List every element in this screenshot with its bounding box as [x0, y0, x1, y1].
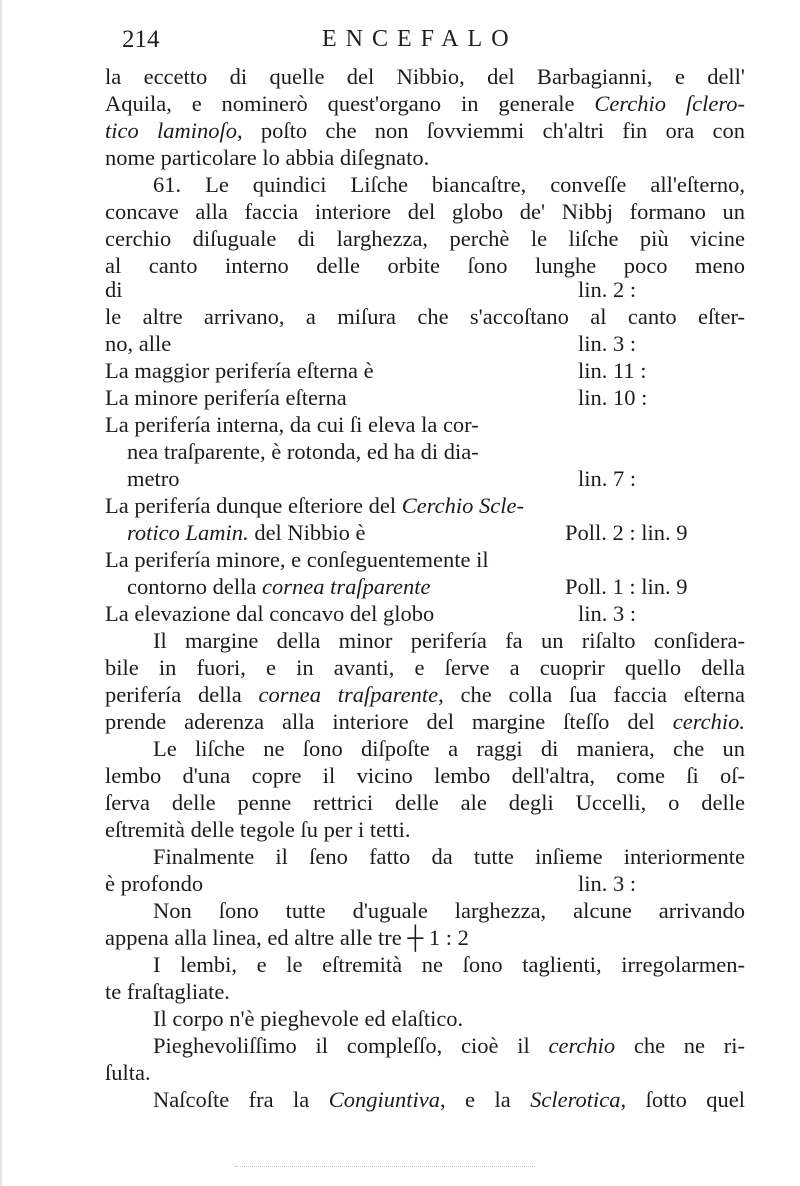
text-run: nome particolare lo abbia diſegnato.	[105, 145, 430, 170]
text-line	[105, 762, 745, 789]
text-run: Il corpo n'è pieghevole ed elaſtico.	[153, 1006, 464, 1031]
text-line	[105, 627, 745, 654]
measure-value: lin. 3 :	[578, 601, 637, 626]
text-line	[105, 1032, 745, 1059]
text-line	[105, 789, 745, 816]
text-run: di	[105, 277, 123, 302]
text-line	[105, 843, 745, 870]
measure-value: Poll. 2 : lin. 9	[565, 520, 688, 545]
text-run: Pieghevoliſſimo il compleſſo, cioè il	[153, 1033, 549, 1058]
measure-value: lin. 11 :	[578, 358, 647, 383]
text-line	[105, 252, 745, 279]
measure-line	[105, 276, 745, 303]
text-line	[105, 708, 745, 735]
measure-value: Poll. 1 : lin. 9	[565, 574, 688, 599]
text-run: ſerva delle penne rettrici delle ale degli Uccelli, o delle	[105, 790, 745, 815]
italic-term: tico laminoſo	[105, 118, 237, 143]
text-run: la eccetto di quelle del Nibbio, del Barbagianni, e dell'	[105, 64, 745, 89]
italic-term: rotico Lamin.	[127, 520, 249, 545]
text-line	[105, 303, 745, 330]
text-line	[105, 897, 745, 924]
text-run: del Nibbio è	[248, 520, 366, 545]
text-line	[105, 951, 745, 978]
text-run: Le liſche ne ſono diſpoſte a raggi di maniera, che un	[153, 736, 745, 761]
measure-line	[105, 384, 745, 411]
text-run: , ſotto quel	[620, 1087, 745, 1112]
text-line	[105, 654, 745, 681]
text-run: Naſcoſte fra la	[153, 1087, 329, 1112]
page-header	[122, 26, 762, 58]
paragraph-61-start	[105, 171, 745, 198]
text-run: che ne ri-	[615, 1033, 746, 1058]
text-run: , che colla ſua faccia eſterna	[438, 682, 745, 707]
measure-line	[105, 600, 745, 627]
text-line	[105, 198, 745, 225]
text-run: le altre arrivano, a miſura che s'accoſtano al canto eſter-	[105, 304, 745, 329]
text-line	[105, 225, 745, 252]
text-run: La minore perifería eſterna	[105, 385, 347, 410]
page-number: 214	[122, 26, 160, 53]
text-run: nea traſparente, è rotonda, ed ha di dia-	[127, 439, 479, 464]
measure-value: lin. 3 :	[578, 871, 637, 896]
text-line	[105, 546, 745, 573]
text-run: concave alla faccia interiore del globo de' Nibbj formano un	[105, 199, 745, 224]
text-run: prende aderenza alla interiore del margine ſteſſo del	[105, 709, 673, 734]
text-line	[105, 1005, 745, 1032]
text-run: lembo d'una copre il vicino lembo dell'altra, come ſi oſ-	[105, 763, 745, 788]
text-run: è profondo	[105, 871, 204, 896]
text-line	[105, 144, 745, 171]
italic-term: cornea traſparente	[258, 682, 439, 707]
measure-line	[105, 573, 745, 600]
text-line	[105, 735, 745, 762]
text-line	[105, 117, 745, 144]
measure-line	[105, 465, 745, 492]
text-run: Aquila, e nominerò quest'organo in generale	[105, 91, 595, 116]
text-run: , e la	[439, 1087, 531, 1112]
text-run: perifería della	[105, 682, 259, 707]
text-run: La perifería dunque eſteriore del	[105, 493, 402, 518]
text-run: I lembi, e le eſtremità ne ſono taglienti, irregolarmen-	[153, 952, 745, 977]
text-run: La elevazione dal concavo del globo	[105, 601, 435, 626]
text-line	[105, 411, 745, 438]
text-run: appena alla linea, ed altre alle tre ┼ 1 : 2	[105, 925, 469, 950]
text-run: Finalmente il ſeno fatto da tutte inſieme interiormente	[153, 844, 745, 869]
text-run: Il margine della minor perifería fa un riſalto conſidera-	[153, 628, 745, 653]
text-run: ſulta.	[105, 1060, 151, 1085]
text-line	[105, 816, 745, 843]
text-run: La maggior perifería eſterna è	[105, 358, 374, 383]
text-run: , poſto che non ſovviemmi ch'altri fin ora con	[236, 118, 745, 143]
italic-term: Cerchio ſclero-	[594, 91, 745, 116]
text-line	[105, 63, 745, 90]
italic-term: Sclerotica	[530, 1087, 621, 1112]
measure-line	[105, 870, 745, 897]
text-run: al canto interno delle orbite ſono lunghe poco meno	[105, 253, 745, 278]
text-line	[105, 978, 745, 1005]
measure-value: lin. 10 :	[578, 385, 648, 410]
text-run: Non ſono tutte d'uguale larghezza, alcune arrivando	[153, 898, 745, 923]
italic-term: Congiuntiva	[328, 1087, 440, 1112]
text-line	[105, 90, 745, 117]
running-title: ENCEFALO	[322, 26, 518, 52]
measure-value: lin. 7 :	[578, 466, 637, 491]
text-run: cerchio diſuguale di larghezza, perchè le liſche più vicine	[105, 226, 745, 251]
text-run: La perifería interna, da cui ſi eleva la cor-	[105, 412, 479, 437]
show-through-rule	[235, 1166, 535, 1179]
text-run: te fraſtagliate.	[105, 979, 230, 1004]
text-run: eſtremità delle tegole ſu per i tetti.	[105, 817, 411, 842]
text-run: metro	[127, 466, 180, 491]
text-line	[105, 1059, 745, 1086]
text-line	[105, 492, 745, 519]
text-line	[105, 681, 745, 708]
text-line	[105, 1086, 745, 1113]
text-run: 61. Le quindici Liſche biancaſtre, conveſſe all'eſterno,	[153, 172, 745, 197]
text-run: no, alle	[105, 331, 172, 356]
text-run: contorno della	[127, 574, 262, 599]
italic-term: cornea traſparente	[261, 574, 431, 599]
text-run: bile in fuori, e in avanti, e ſerve a cuoprir quello della	[105, 655, 745, 680]
text-line	[105, 924, 745, 951]
italic-term: cerchio	[548, 1033, 616, 1058]
measure-value: lin. 2 :	[578, 277, 637, 302]
italic-term: cerchio.	[672, 709, 745, 734]
measure-line	[105, 519, 745, 546]
measure-line	[105, 357, 745, 384]
measure-value: lin. 3 :	[578, 331, 637, 356]
measure-line	[105, 330, 745, 357]
italic-term: Cerchio Scle-	[401, 493, 524, 518]
text-line	[105, 438, 745, 465]
text-run: La perifería minore, e conſeguentemente il	[105, 547, 489, 572]
